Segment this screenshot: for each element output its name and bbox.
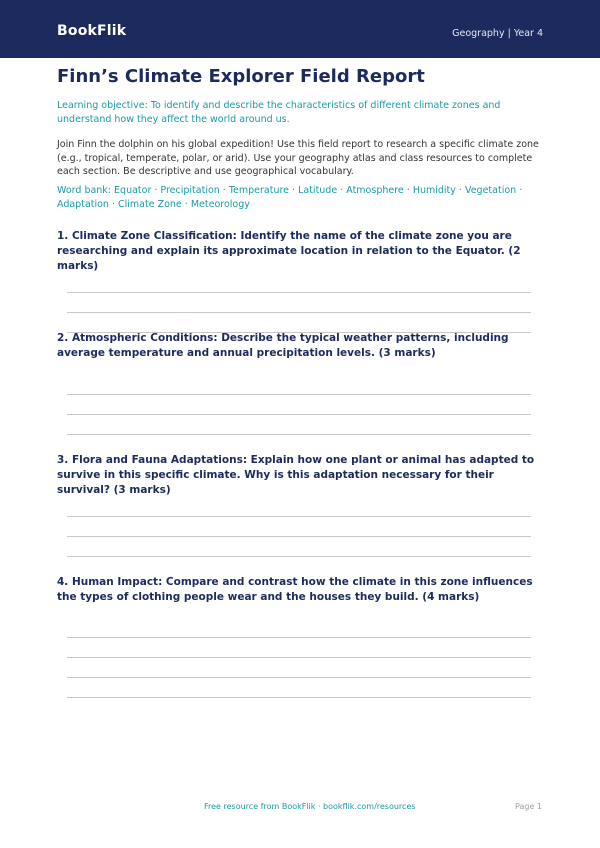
header-bar [0, 0, 600, 58]
answer-line[interactable] [67, 677, 531, 678]
answer-line[interactable] [67, 657, 531, 658]
answer-line[interactable] [67, 516, 531, 517]
page-title: Finn’s Climate Explorer Field Report [57, 66, 425, 87]
answer-line[interactable] [67, 637, 531, 638]
question-2: 2. Atmospheric Conditions: Describe the typical weather patterns, including average temperature and annual precipitation levels. (3 marks) [57, 332, 509, 359]
intro-text: Join Finn the dolphin on his global expedition! Use this field report to research a specific climate zone (e.g., tropical, temperate, polar, or arid). Use your geography atlas and class resources to complete each section. Be descriptive and use geographical vocabulary. [57, 139, 539, 178]
subject-year-label: Geography | Year 4 [452, 28, 543, 39]
answer-line[interactable] [67, 292, 531, 293]
answer-line[interactable] [67, 434, 531, 435]
page-number: Page 1 [515, 802, 542, 811]
answer-line[interactable] [67, 414, 531, 415]
brand-logo: BookFlik [57, 23, 127, 39]
footer-source-link[interactable]: Free resource from BookFlik · bookflik.com/resources [204, 802, 416, 811]
question-3: 3. Flora and Fauna Adaptations: Explain how one plant or animal has adapted to survive in this specific climate. Why is this adaptation necessary for their survival? (3 marks) [57, 454, 535, 496]
word-bank: Word bank: Equator · Precipitation · Temperature · Latitude · Atmosphere · Humidity · Vegetation · Adaptation · Climate Zone · Meteorology [57, 185, 523, 210]
answer-line[interactable] [67, 556, 531, 557]
answer-line[interactable] [67, 312, 531, 313]
learning-objective: Learning objective: To identify and describe the characteristics of different climate zones and understand how they affect the world around us. [57, 100, 501, 125]
question-1: 1. Climate Zone Classification: Identify the name of the climate zone you are researching and explain its approximate location in relation to the Equator. (2 marks) [57, 230, 521, 272]
answer-line[interactable] [67, 394, 531, 395]
answer-line[interactable] [67, 697, 531, 698]
answer-line[interactable] [67, 536, 531, 537]
question-4: 4. Human Impact: Compare and contrast how the climate in this zone influences the types of clothing people wear and the houses they build. (4 marks) [57, 576, 533, 603]
